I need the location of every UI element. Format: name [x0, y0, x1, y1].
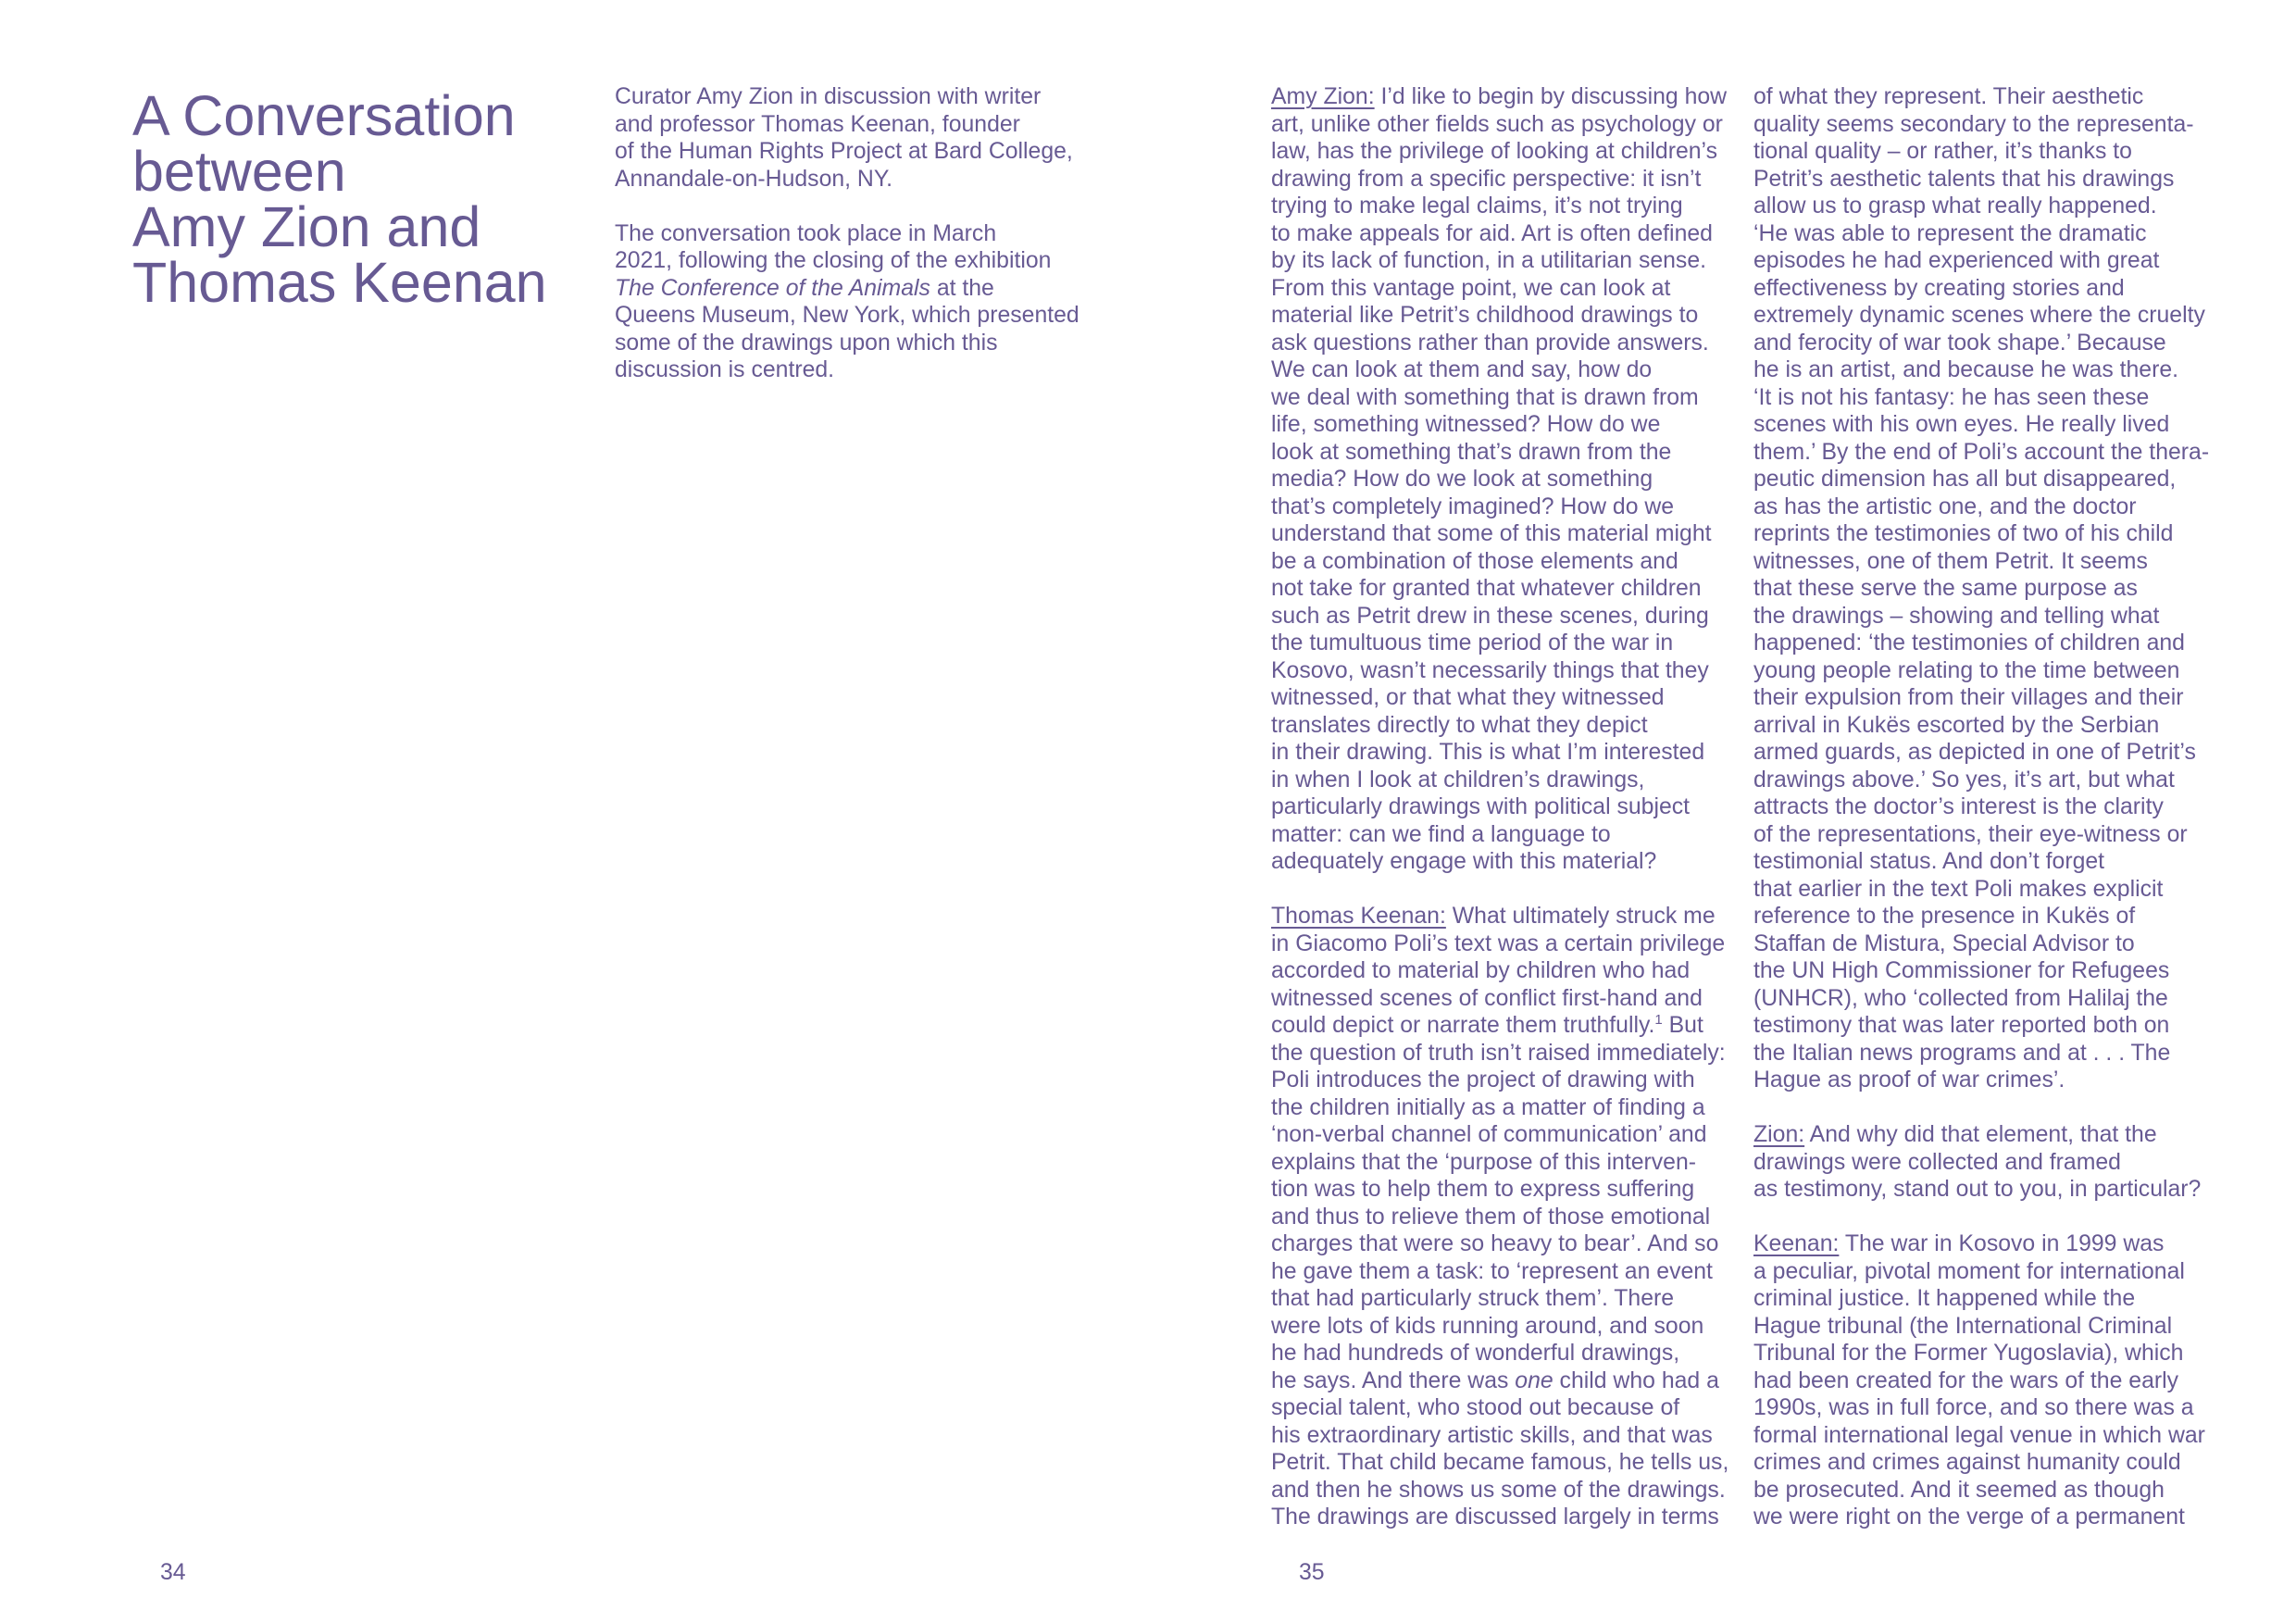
body-text-line: ‘It is not his fantasy: he has seen these	[1753, 384, 2150, 410]
paragraph-zion	[1753, 1121, 2209, 1204]
article-title	[132, 84, 547, 314]
body-text-line: the Italian news programs and at . . . The	[1753, 1040, 2171, 1066]
body-text-line: witnessed, or that what they witnessed	[1271, 685, 1665, 710]
body-text-line: explains that the ‘purpose of this interven-	[1271, 1149, 1697, 1175]
body-text-line: crimes and crimes against humanity could	[1753, 1450, 2181, 1475]
intro-line: 2021, following the closing of the exhibition	[615, 248, 1052, 273]
title-line: between	[132, 140, 346, 203]
body-text-line: art, unlike other fields such as psychology or	[1271, 111, 1723, 137]
body-text-line: episodes he had experienced with great	[1753, 248, 2160, 273]
body-text-line: that had particularly struck them’. There	[1271, 1286, 1675, 1311]
body-text-line: quality seems secondary to the representa-	[1753, 111, 2194, 137]
body-text-line	[1753, 1230, 2209, 1258]
intro-line: some of the drawings upon which this	[615, 330, 998, 356]
body-text-line: law, has the privilege of looking at children’s	[1271, 139, 1717, 164]
body-text-line: We can look at them and say, how do	[1271, 357, 1653, 382]
body-text-line: their expulsion from their villages and their	[1753, 685, 2184, 710]
body-text-line: Kosovo, wasn’t necessarily things that they	[1271, 657, 1709, 683]
body-text-line: peutic dimension has all but disappeared,	[1753, 467, 2177, 492]
title-line: A Conversation	[132, 84, 516, 147]
intro-paragraph-2	[615, 220, 1079, 384]
body-text-line: be prosecuted. And it seemed as though	[1753, 1477, 2165, 1503]
body-text-line: ask questions rather than provide answers.	[1271, 330, 1709, 356]
body-text-line: and then he shows us some of the drawings.	[1271, 1477, 1726, 1503]
body-text-line: the question of truth isn’t raised immediately:	[1271, 1040, 1726, 1066]
page-number: 35	[1299, 1560, 1325, 1585]
body-text-line: ‘non-verbal channel of communication’ and	[1271, 1122, 1707, 1147]
body-text-line: the UN High Commissioner for Refugees	[1753, 958, 2170, 983]
body-text-line: ‘He was able to represent the dramatic	[1753, 220, 2147, 246]
body-text-line: particularly drawings with political subject	[1271, 794, 1691, 819]
body-text: But	[1668, 1013, 1703, 1038]
footnote-marker: 1	[1654, 1012, 1663, 1028]
body-text-line	[1753, 1121, 2209, 1149]
paragraph-thomas-keenan	[1271, 903, 1728, 1531]
body-text-line	[1271, 1012, 1728, 1040]
body-text-line: of the representations, their eye-witness or	[1753, 821, 2188, 847]
body-text-line	[1271, 1367, 1728, 1395]
body-text-line: his extraordinary artistic skills, and that was	[1271, 1422, 1713, 1448]
body-text-line: Hague as proof of war crimes’.	[1753, 1067, 2065, 1092]
intro-line: Annandale-on-Hudson, NY.	[615, 166, 893, 192]
body-text-line: the drawings – showing and telling what	[1753, 603, 2160, 629]
body-text-line: he gave them a task: to ‘represent an event	[1271, 1258, 1713, 1284]
body-text-line: Poli introduces the project of drawing with	[1271, 1067, 1695, 1092]
body-text-line: he is an artist, and because he was there.	[1753, 357, 2179, 382]
body-text-line: armed guards, as depicted in one of Petrit’s	[1753, 740, 2196, 765]
body-text-line: Tribunal for the Former Yugoslavia), which	[1753, 1341, 2184, 1366]
body-text-line: happened: ‘the testimonies of children and	[1753, 630, 2185, 655]
text-column-2	[1753, 83, 2209, 1531]
body-text-line	[1271, 903, 1728, 930]
body-text-line: allow us to grasp what really happened.	[1753, 194, 2157, 218]
body-text-line: extremely dynamic scenes where the cruelty	[1753, 303, 2205, 328]
body-text-line: and thus to relieve them of those emotional	[1271, 1204, 1711, 1230]
intro-line: Curator Amy Zion in discussion with writer	[615, 84, 1042, 109]
body-text: I’d like to begin by discussing how	[1380, 84, 1728, 109]
intro-line: discussion is centred.	[615, 357, 835, 382]
body-text-line: as testimony, stand out to you, in particular?	[1753, 1177, 2202, 1202]
body-text-line: From this vantage point, we can look at	[1271, 275, 1671, 301]
body-text: he says. And there was	[1271, 1367, 1509, 1393]
body-text-line: drawings above.’ So yes, it’s art, but what	[1753, 767, 2175, 793]
body-text-line: Petrit. That child became famous, he tells us,	[1271, 1450, 1729, 1475]
page-number: 34	[160, 1560, 186, 1585]
body-text-line: Staffan de Mistura, Special Advisor to	[1753, 930, 2135, 956]
intro-line: and professor Thomas Keenan, founder	[615, 111, 1020, 137]
body-text-line: attracts the doctor’s interest is the clarity	[1753, 794, 2164, 819]
intro-line	[615, 275, 1079, 303]
body-text-line: charges that were so heavy to bear’. And so	[1271, 1231, 1719, 1256]
body-text-line: drawing from a specific perspective: it isn’t	[1271, 166, 1702, 192]
title-line: Thomas Keenan	[132, 251, 547, 314]
paragraph-continuation	[1753, 83, 2209, 1094]
body-text-line: the children initially as a matter of finding a	[1271, 1094, 1705, 1120]
body-text-line: witnessed scenes of conflict first-hand and	[1271, 985, 1703, 1011]
body-text-line: to make appeals for aid. Art is often defined	[1271, 220, 1713, 246]
body-text-line: young people relating to the time between	[1753, 657, 2180, 683]
body-text-line: media? How do we look at something	[1271, 467, 1653, 492]
body-text: What ultimately struck me	[1452, 904, 1716, 929]
body-text-line: arrival in Kukës escorted by the Serbian	[1753, 712, 2160, 738]
body-text-line: translates directly to what they depict	[1271, 712, 1648, 738]
speaker-name: Amy Zion:	[1271, 84, 1375, 109]
body-text: And why did that element, that the	[1809, 1122, 2157, 1147]
body-text-line: life, something witnessed? How do we	[1271, 412, 1661, 437]
body-text-line: such as Petrit drew in these scenes, during	[1271, 603, 1709, 629]
body-text-line: as has the artistic one, and the doctor	[1753, 493, 2137, 519]
intro-line: Queens Museum, New York, which presented	[615, 303, 1079, 328]
body-text-line: we deal with something that is drawn from	[1271, 384, 1699, 410]
body-text-line: 1990s, was in full force, and so there was a	[1753, 1395, 2194, 1420]
body-text-line: were lots of kids running around, and soon	[1271, 1313, 1704, 1339]
body-text-line: he had hundreds of wonderful drawings,	[1271, 1341, 1680, 1366]
body-text-line: testimony that was later reported both on	[1753, 1013, 2170, 1038]
body-text-line: by its lack of function, in a utilitarian sense.	[1271, 248, 1707, 273]
body-text-line: adequately engage with this material?	[1271, 849, 1657, 874]
body-text-line: criminal justice. It happened while the	[1753, 1286, 2136, 1311]
body-text-line: not take for granted that whatever children	[1271, 576, 1702, 601]
body-text-line	[1271, 83, 1728, 111]
intro-line-text: at the	[936, 275, 994, 301]
body-text-line: and ferocity of war took shape.’ Because	[1753, 330, 2166, 356]
paragraph-keenan	[1753, 1230, 2209, 1531]
body-text-line: Hague tribunal (the International Criminal	[1753, 1313, 2173, 1339]
body-text-line: in when I look at children’s drawings,	[1271, 767, 1645, 793]
title-line: Amy Zion and	[132, 195, 481, 258]
body-text-line: in their drawing. This is what I’m interested	[1271, 740, 1705, 765]
body-text-line: be a combination of those elements and	[1271, 548, 1678, 574]
intro-line: The conversation took place in March	[615, 220, 997, 246]
body-text-line: Petrit’s aesthetic talents that his drawings	[1753, 166, 2175, 192]
page-35	[1148, 0, 2296, 1623]
body-text-line: had been created for the wars of the early	[1753, 1367, 2179, 1393]
body-text-line: understand that some of this material might	[1271, 521, 1712, 546]
speaker-name: Keenan:	[1753, 1231, 1840, 1256]
body-text-line: that these serve the same purpose as	[1753, 576, 2138, 601]
body-text-line: look at something that’s drawn from the	[1271, 439, 1672, 465]
intro-paragraph-1	[615, 83, 1079, 193]
intro-text	[615, 83, 1079, 384]
body-text-line: that’s completely imagined? How do we	[1271, 493, 1675, 519]
body-text-line: tion was to help them to express suffering	[1271, 1177, 1695, 1202]
body-text-line: them.’ By the end of Poli’s account the thera-	[1753, 439, 2210, 465]
body-text-line: of what they represent. Their aesthetic	[1753, 84, 2144, 109]
body-text-line: material like Petrit’s childhood drawings to	[1271, 303, 1699, 328]
body-text: child who had a	[1559, 1367, 1719, 1393]
body-text-line: that earlier in the text Poli makes explicit	[1753, 876, 2164, 902]
text-column-1	[1271, 83, 1728, 1531]
body-text-line: reference to the presence in Kukës of	[1753, 904, 2136, 929]
body-text: The war in Kosovo in 1999 was	[1844, 1231, 2165, 1256]
body-text-line: in Giacomo Poli’s text was a certain privilege	[1271, 930, 1726, 956]
body-text-line: The drawings are discussed largely in terms	[1271, 1504, 1719, 1529]
intro-line: of the Human Rights Project at Bard College,	[615, 139, 1073, 164]
body-text-line: special talent, who stood out because of	[1271, 1395, 1680, 1420]
emphasis-text: one	[1515, 1367, 1554, 1393]
exhibition-title: The Conference of the Animals	[615, 275, 930, 301]
body-text-line: (UNHCR), who ‘collected from Halilaj the	[1753, 985, 2168, 1011]
body-text-line: drawings were collected and framed	[1753, 1149, 2121, 1175]
body-text-line: tional quality – or rather, it’s thanks to	[1753, 139, 2132, 164]
body-text-line: a peculiar, pivotal moment for international	[1753, 1258, 2185, 1284]
body-text-line: matter: can we find a language to	[1271, 821, 1611, 847]
speaker-name: Thomas Keenan:	[1271, 904, 1446, 929]
body-text-line: effectiveness by creating stories and	[1753, 275, 2125, 301]
body-text-line: formal international legal venue in which war	[1753, 1422, 2205, 1448]
body-text-line: we were right on the verge of a permanent	[1753, 1504, 2185, 1529]
speaker-name: Zion:	[1753, 1122, 1805, 1147]
body-text-line: the tumultuous time period of the war in	[1271, 630, 1674, 655]
body-text-line: testimonial status. And don’t forget	[1753, 849, 2105, 874]
body-text-line: accorded to material by children who had	[1271, 958, 1691, 983]
body-text-line: trying to make legal claims, it’s not trying	[1271, 194, 1683, 218]
paragraph-amy-zion	[1271, 83, 1728, 876]
body-text-line: reprints the testimonies of two of his child	[1753, 521, 2174, 546]
body-text-line: witnesses, one of them Petrit. It seems	[1753, 548, 2148, 574]
body-text-line: scenes with his own eyes. He really lived	[1753, 412, 2170, 437]
body-text: could depict or narrate them truthfully.	[1271, 1013, 1655, 1038]
